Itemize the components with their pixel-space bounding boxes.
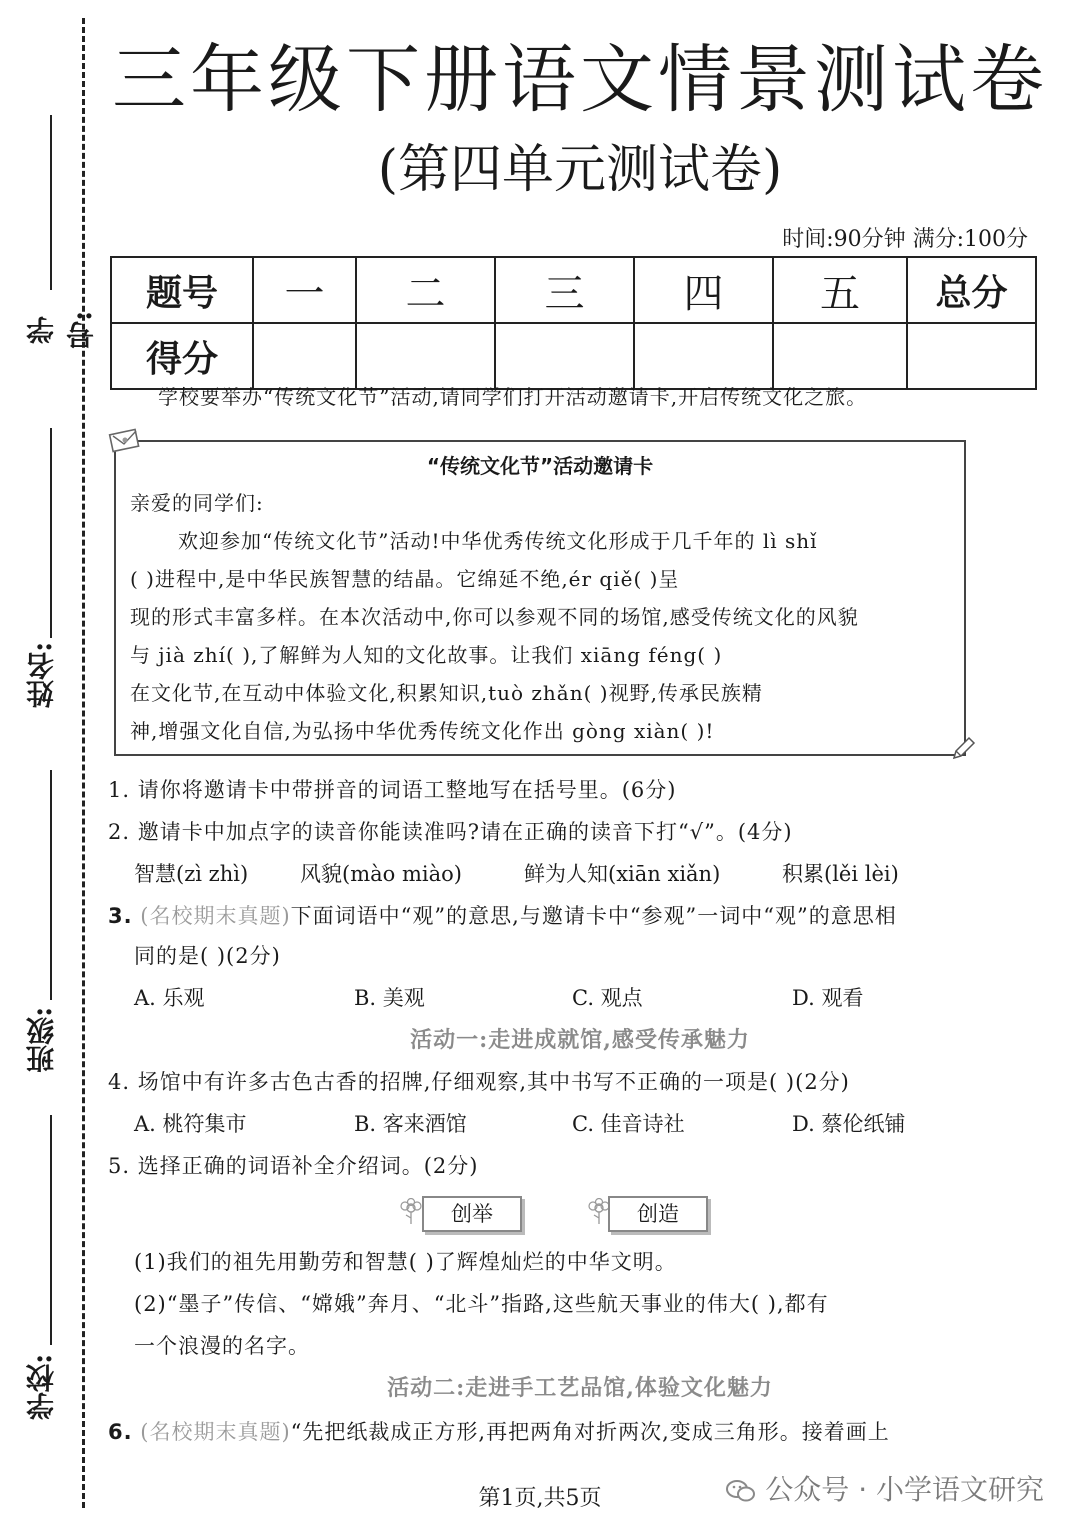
- q2-item-jilei[interactable]: 积累(lěi lèi): [782, 862, 899, 886]
- class-label: 班级:: [25, 1006, 58, 1074]
- score-input-cell[interactable]: [634, 323, 773, 389]
- card-line: 在文化节,在互动中体验文化,积累知识,tuò zhǎn( )视野,传承民族精: [130, 681, 763, 705]
- score-table-score-row: [111, 323, 1036, 389]
- exam-source-tag: (名校期末真题): [140, 1420, 291, 1444]
- score-label-cell: 得分: [111, 323, 253, 389]
- q2-item-fengmao[interactable]: 风貌(mào miào): [300, 862, 462, 886]
- question-4: 4. 场馆中有许多古色古香的招牌,仔细观察,其中书写不正确的一项是( )(2分): [108, 1070, 850, 1094]
- question-5: 5. 选择正确的词语补全介绍词。(2分): [108, 1154, 479, 1178]
- question-5-sentence-1: (1)我们的祖先用勤劳和智慧( )了辉煌灿烂的中华文明。: [134, 1250, 677, 1274]
- page-subtitle: (第四单元测试卷): [377, 140, 783, 200]
- question-6: [108, 1414, 890, 1450]
- section-heading-1: 活动一:走进成就馆,感受传承魅力: [410, 1027, 750, 1053]
- wechat-icon: [726, 1478, 756, 1504]
- invitation-card: [114, 440, 966, 756]
- card-title: “传统文化节”活动邀请卡: [426, 454, 654, 478]
- q4-option-b[interactable]: B. 客来酒馆: [354, 1112, 467, 1136]
- student-id-line: [50, 115, 52, 290]
- exam-meta: 时间:90分钟 满分:100分: [782, 227, 1028, 252]
- q4-option-c[interactable]: C. 佳音诗社: [572, 1112, 685, 1136]
- page-number: 第1页,共5页: [478, 1486, 602, 1511]
- column-header: 一: [253, 257, 356, 323]
- column-header: 五: [773, 257, 907, 323]
- header-label-cell: 题号: [111, 257, 253, 323]
- column-header: 四: [634, 257, 773, 323]
- score-input-cell[interactable]: [907, 323, 1036, 389]
- school-line: [50, 1115, 52, 1345]
- question-5-sentence-2-cont: 一个浪漫的名字。: [134, 1334, 310, 1358]
- class-line: [50, 770, 52, 1000]
- student-id-label: 学号:: [25, 310, 98, 350]
- school-label: 学校:: [25, 1353, 58, 1421]
- score-input-cell[interactable]: [253, 323, 356, 389]
- word-option-chuangzao[interactable]: 创造: [608, 1196, 708, 1232]
- card-line: 与 jià zhí( ),了解鲜为人知的文化故事。让我们 xiāng féng( ): [130, 643, 723, 667]
- name-label: 姓名:: [25, 641, 58, 709]
- score-input-cell[interactable]: [356, 323, 495, 389]
- question-3-text: 下面词语中“观”的意思,与邀请卡中“参观”一词中“观”的意思相: [290, 904, 897, 928]
- q3-option-c[interactable]: C. 观点: [572, 986, 643, 1010]
- exam-source-tag: (名校期末真题): [140, 904, 291, 928]
- q2-item-xianweirenzhi[interactable]: 鲜为人知(xiān xiǎn): [524, 862, 721, 886]
- q3-option-d[interactable]: D. 观看: [792, 986, 864, 1010]
- card-line: 欢迎参加“传统文化节”活动!中华优秀传统文化形成于几千年的 lì shǐ: [178, 529, 818, 553]
- card-line: ( )进程中,是中华民族智慧的结晶。它绵延不绝,ér qiě( )呈: [130, 567, 680, 591]
- question-1: 1. 请你将邀请卡中带拼音的词语工整地写在括号里。(6分): [108, 778, 677, 802]
- watermark: [726, 1470, 1044, 1510]
- watermark-text: 公众号 · 小学语文研究: [765, 1473, 1044, 1506]
- q3-option-a[interactable]: A. 乐观: [134, 986, 205, 1010]
- q2-item-zhihui[interactable]: 智慧(zì zhì): [134, 862, 249, 886]
- column-header: 二: [356, 257, 495, 323]
- card-line: 现的形式丰富多样。在本次活动中,你可以参观不同的场馆,感受传统文化的风貌: [130, 605, 859, 629]
- question-number: 6.: [108, 1420, 133, 1444]
- card-line: 神,增强文化自信,为弘扬中华优秀传统文化作出 gòng xiàn( )!: [130, 719, 715, 743]
- score-table-header-row: [111, 257, 1036, 323]
- section-heading-2: 活动二:走进手工艺品馆,体验文化魅力: [387, 1375, 773, 1401]
- page-title: 三年级下册语文情景测试卷: [112, 37, 1048, 123]
- question-2: 2. 邀请卡中加点字的读音你能读准吗?请在正确的读音下打“√”。(4分): [108, 820, 793, 844]
- name-line: [50, 428, 52, 638]
- card-greeting: 亲爱的同学们:: [130, 491, 264, 515]
- q4-option-a[interactable]: A. 桃符集市: [134, 1112, 247, 1136]
- q4-option-d[interactable]: D. 蔡伦纸铺: [792, 1112, 906, 1136]
- word-option-chuangju[interactable]: 创举: [422, 1196, 522, 1232]
- score-input-cell[interactable]: [773, 323, 907, 389]
- question-number: 3.: [108, 904, 133, 928]
- score-input-cell[interactable]: [495, 323, 634, 389]
- column-header: 三: [495, 257, 634, 323]
- pencil-icon: [950, 736, 976, 762]
- question-5-sentence-2: (2)“墨子”传信、“嫦娥”奔月、“北斗”指路,这些航天事业的伟大( ),都有: [134, 1292, 829, 1316]
- column-header-total: 总分: [907, 257, 1036, 323]
- q3-option-b[interactable]: B. 美观: [354, 986, 425, 1010]
- question-3: [108, 898, 897, 934]
- question-3-line2: 同的是( )(2分): [134, 944, 281, 968]
- score-table: [110, 256, 1037, 390]
- intro-text: 学校要举办“传统文化节”活动,请同学们打开活动邀请卡,开启传统文化之旅。: [158, 385, 868, 409]
- flower-icon: [398, 1198, 424, 1226]
- question-6-text: “先把纸裁成正方形,再把两角对折两次,变成三角形。接着画上: [290, 1420, 890, 1444]
- binding-dashed-line: [82, 18, 85, 1508]
